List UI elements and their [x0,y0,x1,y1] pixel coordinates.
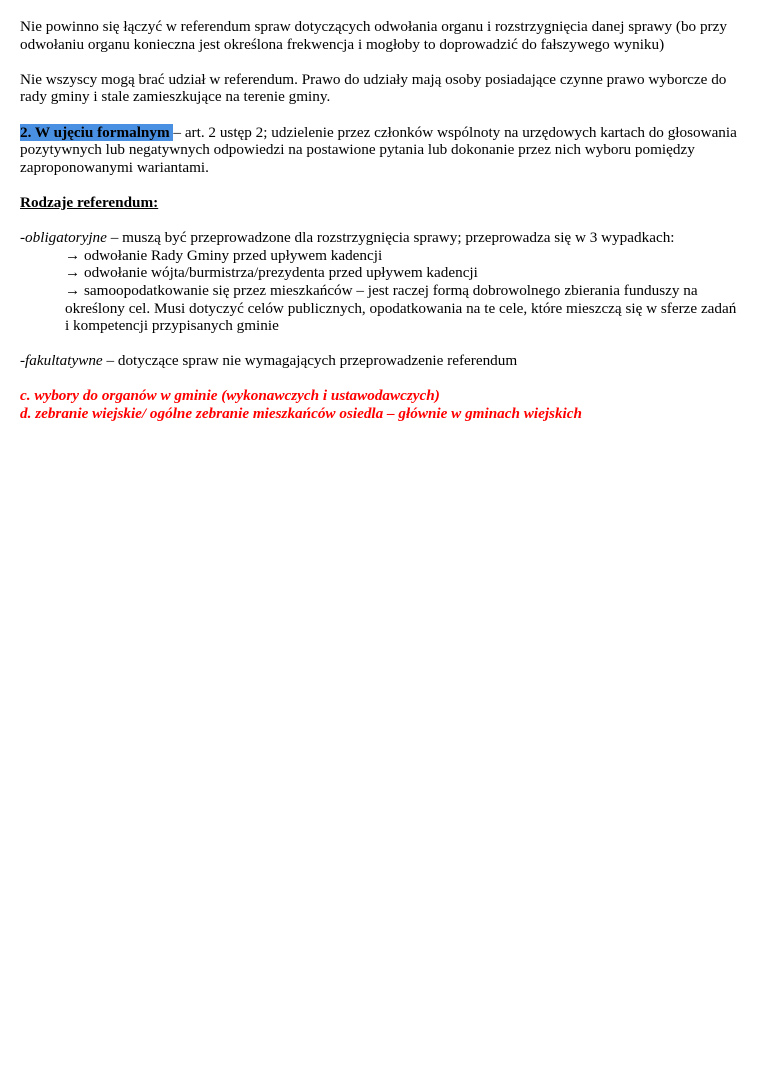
section-heading-types [20,194,738,212]
obligatory-text: – muszą być przeprowadzone dla rozstrzygnięcia sprawy; przeprowadza się w 3 wypadkach: [106,229,675,247]
optional-section [20,352,738,370]
obligatory-term: -obligatoryjne [20,229,107,247]
types-heading: Rodzaje referendum: [20,193,159,211]
paragraph-referendum-eligibility: Nie wszyscy mogą brać udział w referendum. Prawo do udziały mają osoby posiadające czynne prawo wyborcze do rady gminy i stale zamieszkujące na terenie gminy. [20,70,727,106]
optional-text: – dotyczące spraw nie wymagających przeprowadzenie referendum [102,352,518,370]
list-item: → odwołanie Rady Gminy przed upływem kadencji [65,246,383,264]
document-page [20,18,738,423]
obligatory-section [20,229,738,335]
obligatory-cases-list [20,247,738,335]
paragraph-formal-definition [20,124,738,177]
red-item-elections: c. wybory do organów w gminie (wykonawczych i ustawodawczych) [20,387,440,405]
list-item: → samoopodatkowanie się przez mieszkańców – jest raczej formą dobrowolnego zbierania funduszy na określony cel. Musi dotyczyć celów publicznych, opodatkowania na te cele, które mieszczą się w sferze zadań i kompetencji przypisanych gminie [65,281,737,335]
list-item: → odwołanie wójta/burmistrza/prezydenta przed upływem kadencji [65,264,478,282]
red-item-village-meeting: d. zebranie wiejskie/ ogólne zebranie mieszkańców osiedla – głównie w gminach wiejskich [20,405,582,423]
formal-heading-highlighted: 2. W ujęciu formalnym [20,123,174,141]
optional-term: -fakultatywne [20,352,103,370]
paragraph-referendum-combining: Nie powinno się łączyć w referendum spraw dotyczących odwołania organu i rozstrzygnięcia danej sprawy (bo przy odwołaniu organu konieczna jest określona frekwencja i mogłoby to doprowadzić do fałszywego wyniku) [20,18,727,53]
formal-definition-text: – art. 2 ustęp 2; udzielenie przez członków wspólnoty na urzędowych kartach do głosowania pozytywnych lub negatywnych odpowiedzi na postawione pytania lub dokonanie przez nich wyboru pomiędzy zaproponowanymi wariantami. [20,123,737,176]
